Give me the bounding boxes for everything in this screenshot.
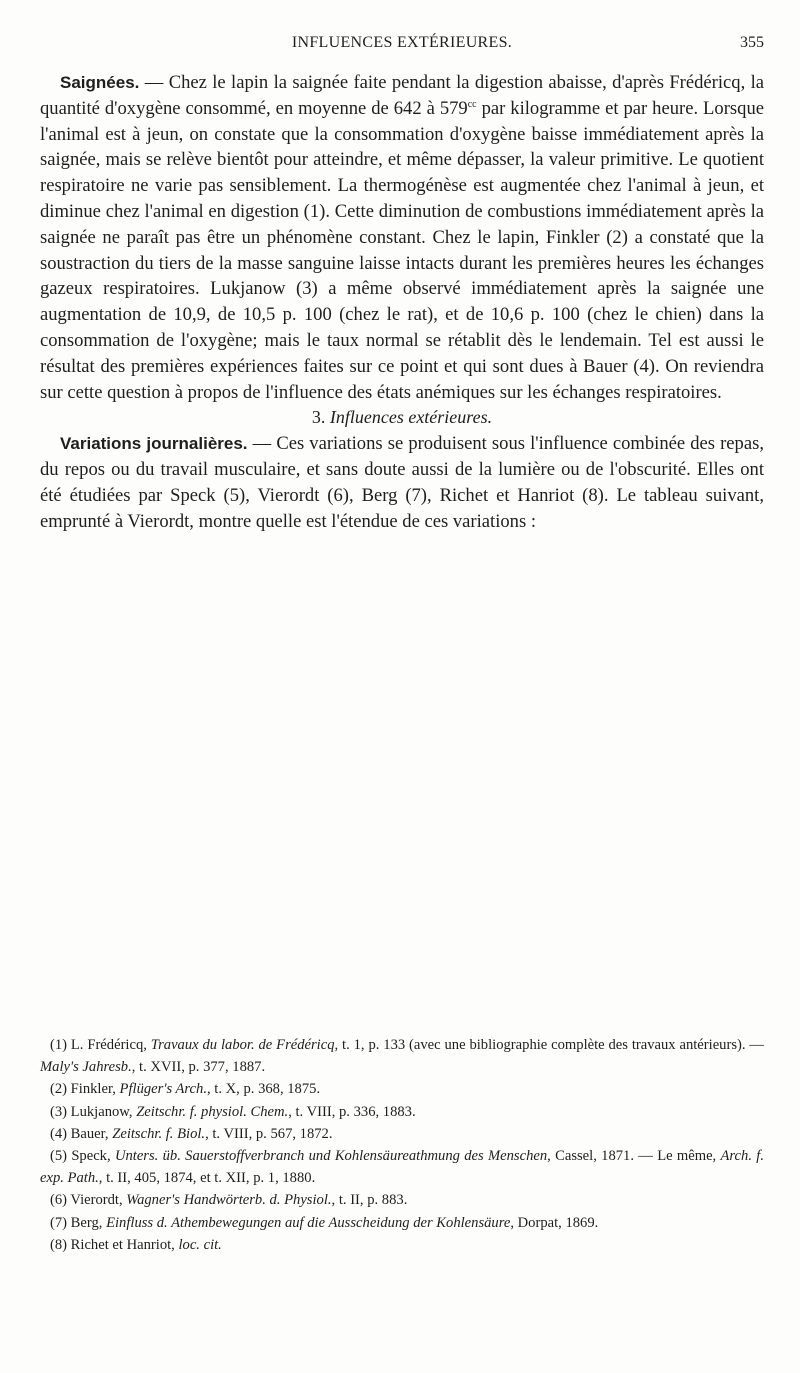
footnotes <box>40 1034 764 1256</box>
footnote-text: (2) Finkler, <box>50 1081 120 1098</box>
page-number: 355 <box>740 34 764 51</box>
footnote-text: (8) Richet et Hanriot, <box>50 1236 179 1253</box>
footnote-title: Zeitschr. f. Biol. <box>112 1125 206 1142</box>
footnote-title: Maly's Jahresb. <box>40 1059 132 1076</box>
footnote-4 <box>40 1123 764 1145</box>
footnote-title: Arch. f. exp. Path. <box>40 1148 764 1187</box>
footnote-5 <box>40 1145 764 1189</box>
footnote-title: loc. cit. <box>178 1236 222 1253</box>
paragraph-text: par kilogramme et par heure. Lorsque l'animal est à jeun, on constate que la consommation d'oxygène baisse immédiatement après la saignée, mais se relève bientôt pour atteindre, et même dépasser, la valeur primitive. Le quotient respiratoire ne varie pas sensiblement. La thermogénèse est augmentée chez l'animal à jeun, et diminue chez l'animal en digestion (1). Cette diminution de combustions immédiatement après la saignée ne paraît pas être un phénomène constant. Chez le lapin, Finkler (2) a constaté que la soustraction du tiers de la masse sanguine laisse intacts durant les premières heures les échanges gazeux respiratoires. Lukjanow (3) a même observé immédiatement après la saignée une augmentation de 10,9, de 10,5 p. 100 (chez le rat), et de 10,6 p. 100 (chez le chien) dans la consommation de l'oxygène; mais le taux normal se rétablit dès le lendemain. Tel est aussi le résultat des premières expériences faites sur ce point et qui sont dues à Bauer (4). On reviendra sur cette question à propos de l'influence des états anémiques sur les échanges respiratoires. <box>40 97 764 403</box>
paragraph-variations <box>40 431 764 534</box>
footnote-title: Pflüger's Arch. <box>119 1081 207 1098</box>
footnote-text: , Dorpat, 1869. <box>510 1214 599 1231</box>
footnote-title: Wagner's Handwörterb. d. Physiol. <box>126 1192 332 1209</box>
section-heading <box>40 405 764 431</box>
section-number: 3. <box>311 407 326 428</box>
running-title: INFLUENCES EXTÉRIEURES. <box>291 34 513 51</box>
footnote-8 <box>40 1234 764 1256</box>
footnote-title: Zeitschr. f. physiol. Chem. <box>136 1103 289 1120</box>
footnote-text: , t. II, 405, 1874, et t. XII, p. 1, 1880. <box>98 1170 316 1187</box>
footnote-text: , t. VIII, p. 336, 1883. <box>288 1103 416 1120</box>
footnote-7 <box>40 1212 764 1234</box>
footnote-text: , Cassel, 1871. — Le même, <box>547 1148 721 1165</box>
paragraph-text: — Ces variations se produisent sous l'influence combinée des repas, du repos ou du travail musculaire, et sans doute aussi de la lumière ou de l'obscurité. Elles ont été étudiées par Speck (5), Vierordt (6), Berg (7), Richet et Hanriot (8). Le tableau suivant, emprunté à Vierordt, montre quelle est l'étendue de ces variations : <box>40 433 764 532</box>
footnote-text: (4) Bauer, <box>50 1125 113 1142</box>
footnote-title: Unters. üb. Sauerstoffverbranch und Kohlensäureathmung des Menschen <box>114 1148 548 1165</box>
footnote-text: , t. XVII, p. 377, 1887. <box>131 1059 266 1076</box>
footnote-text: , t. X, p. 368, 1875. <box>206 1081 321 1098</box>
running-header <box>40 34 764 58</box>
footnote-title: Travaux du labor. de Frédéricq <box>150 1037 335 1053</box>
footnote-1 <box>40 1034 764 1078</box>
footnote-2 <box>40 1078 764 1100</box>
footnote-text: (3) Lukjanow, <box>50 1103 137 1120</box>
footnote-text: (1) L. Frédéricq, <box>50 1037 151 1053</box>
footnote-text: (5) Speck, <box>50 1148 115 1165</box>
unit-superscript: cc <box>467 98 477 110</box>
paragraph-lead: Saignées. <box>60 73 140 92</box>
footnote-text: (6) Vierordt, <box>50 1192 127 1209</box>
footnote-text: , t. 1, p. 133 (avec une bibliographie complète des travaux antérieurs). — <box>334 1037 764 1053</box>
footnote-text: , t. VIII, p. 567, 1872. <box>205 1125 333 1142</box>
main-text <box>40 70 764 534</box>
section-title: Influences extérieures. <box>329 407 493 428</box>
paragraph-saignees <box>40 70 764 405</box>
paragraph-text: — Chez le lapin la saignée faite pendant la digestion abaisse, d'après Frédéricq, la quantité d'oxygène consommé, en moyenne de 642 à 579 <box>40 72 764 119</box>
footnote-3 <box>40 1101 764 1123</box>
footnote-title: Einfluss d. Athembewegungen auf die Ausscheidung der Kohlensäure <box>106 1214 511 1231</box>
footnote-text: , t. II, p. 883. <box>331 1192 408 1209</box>
footnote-6 <box>40 1189 764 1211</box>
footnote-text: (7) Berg, <box>50 1214 107 1231</box>
paragraph-lead: Variations journalières. <box>60 434 248 454</box>
